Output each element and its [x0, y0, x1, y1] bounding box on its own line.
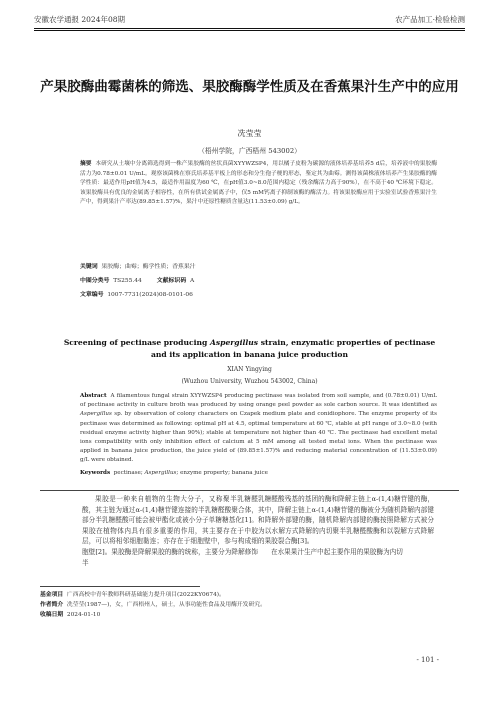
- title-en-part1: Screening of pectinase producing: [63, 338, 210, 347]
- abstract-english: [80, 392, 437, 466]
- title-english: [58, 337, 441, 361]
- received-label: 收稿日期: [40, 612, 64, 618]
- abstract-chinese: [80, 160, 437, 208]
- affiliation-english: (Wuzhou University, Wuzhou 543002, China): [181, 378, 318, 385]
- author-english: XIAN Yingying: [227, 366, 272, 373]
- keywords-en-2: ; enzyme property; banana juice: [176, 470, 268, 476]
- doc-code-label: 文献标识码: [156, 278, 187, 284]
- body-column-left: [82, 494, 258, 568]
- abstract-en-text1: A filamentous fungal strain XYYWZSP4 producing pectinase was isolated from soil sample, and (0.78±0.01) U/mL of pectinase activity in culture broth was produced by using orange peel powder as sole carbon source. It was identified as: [80, 393, 437, 409]
- footnote-fund: [40, 589, 459, 598]
- title-chinese: 产果胶酶曲霉菌株的筛选、果胶酶酶学性质及在香蕉果汁生产中的应用: [40, 79, 459, 95]
- footnote-received: [40, 609, 459, 618]
- footnote-rule: [40, 586, 200, 587]
- body-paragraph: 乳糖醛酸残基的基团的酶和降解主链上α-(1,4)糖苷键的酶，其中，降解主链上α-(1,4)糖苷键的酶被分为随机降解内部键和降解外部键的酶，随机降解内部键的酶按照降解方式被分为以水解方式降解的内切聚半乳糖醛酸酶和以裂解方式降解的果胶裂合酶[3]。: [258, 495, 434, 546]
- keywords-cn-label: 关键词: [80, 264, 98, 270]
- article-number-line: [80, 289, 193, 298]
- section-name: 农产品加工·检验检测: [395, 15, 465, 24]
- keywords-cn-text: 果胶酶；曲霉；酶学性质；香蕉果汁: [101, 264, 196, 270]
- section-divider: [40, 490, 459, 491]
- keywords-chinese: [80, 261, 196, 270]
- fund-label: 基金项目: [40, 592, 64, 598]
- received-date: 2024-01-10: [66, 612, 101, 618]
- keywords-en-1: pectinase;: [113, 470, 145, 476]
- keywords-en-label: Keywords: [80, 470, 111, 476]
- abstract-cn-text: 本研究从土壤中分离筛选得到一株产果胶酶的丝状真菌XYYWZSP4，用以橘子皮粉为碳源的液体培养基培养5 d后，培养液中的果胶酶活力为0.78±0.01 U/mL。观察该菌株在察氏培养基平板上的形态和分生孢子梗的形态，鉴定其为曲霉。测得该菌株液体培养产生果胶酶的酶学性质：最适作用pH值为4.5，最适作用温度为60 ℃，在pH值3.0~8.0范围内稳定（残余酶活力高于90%），在不高于40 ℃环境下稳定。该果胶酶具有优良的金属离子相容性，在所有供试金属离子中，仅5 mM钙离子抑制该酶的酶活力。将该果胶酶应用于实验室试验香蕉果汁生产中，得到果汁产率达(89.85±1.57)%，果汁中还原性糖质含量达(11.53±0.09) g/L。: [80, 161, 438, 206]
- keywords-en-genus: Aspergillus: [144, 470, 177, 476]
- article-no-label: 文章编号: [80, 292, 104, 298]
- page-number: - 101 -: [416, 656, 439, 664]
- article-no-value: 1007-7731(2024)08-0101-06: [107, 292, 193, 298]
- author-bio-label: 作者简介: [40, 602, 64, 608]
- keywords-english: [80, 470, 437, 476]
- affiliation-chinese: （梧州学院，广西梧州 543002）: [198, 147, 301, 155]
- abstract-en-genus: Aspergillus: [80, 411, 112, 418]
- abstract-cn-label: 摘要: [80, 161, 92, 167]
- header-rule: [34, 28, 465, 31]
- title-en-genus: Aspergillus: [210, 338, 259, 347]
- body-paragraph: 在水果果汁生产中起主要作用的果胶酶为内切: [271, 547, 403, 556]
- title-en-part2: strain, enzymatic properties of pectinase and its application in banana juice production: [150, 338, 436, 359]
- fund-text: 广西高校中青年教师科研基础能力提升项目(2022KY0674)。: [66, 592, 225, 598]
- classification-line: [80, 275, 194, 284]
- clc-value: TS255.44: [113, 278, 142, 284]
- body-column-right: [258, 494, 434, 558]
- journal-name: 安徽农学通报 2024年08期: [34, 15, 126, 24]
- footnote-author: [40, 599, 459, 608]
- author-bio-text: 冼莹莹(1987—)，女，广西梧州人，硕士，从事功能性食品及用酶开发研究。: [66, 602, 266, 608]
- doc-code-value: A: [189, 278, 195, 284]
- running-header: [34, 14, 465, 28]
- abstract-en-text2: sp. by observation of colony characters on Czapek medium plate and conidiophore. The enzyme property of its pectinase was determined as following: optimal pH at 4.5, optimal temperature at 60 ℃, stable at pH range of 3.0~8.0 (with residual enzyme activity higher than 90%); stable at temperature not higher than 40 ℃. The pectinase had excellent metal ions compatibility with only inhibition effect of calcium at 5 mM among all tested metal ions. When the pectinase was applied in banana juice production, the juice yield of (89.85±1.57)% and reducing material concentration of (11.53±0.09) g/L were obtained.: [80, 411, 437, 464]
- author-chinese: 冼莹莹: [237, 129, 262, 138]
- body-paragraph: 果胶是一种来自植物的生物大分子，又称聚半乳糖醛酸，其主链为通过α-(1,4)糖苷键连接的半乳糖醛酸聚合体，部分半乳糖醛酸可能会被甲酯化或被小分子单糖糖基化[1]。果胶在植物体内具有很多重要的作用，其主要存在于中胶层，可以将相邻细胞黏连；亦存在于细胞壁中，参与构成细胞壁[2]。果胶酶是降解果胶的酶的统称，主要分为降解修饰半: [82, 495, 258, 567]
- clc-label: 中图分类号: [80, 278, 110, 284]
- abstract-en-label: Abstract: [80, 393, 107, 399]
